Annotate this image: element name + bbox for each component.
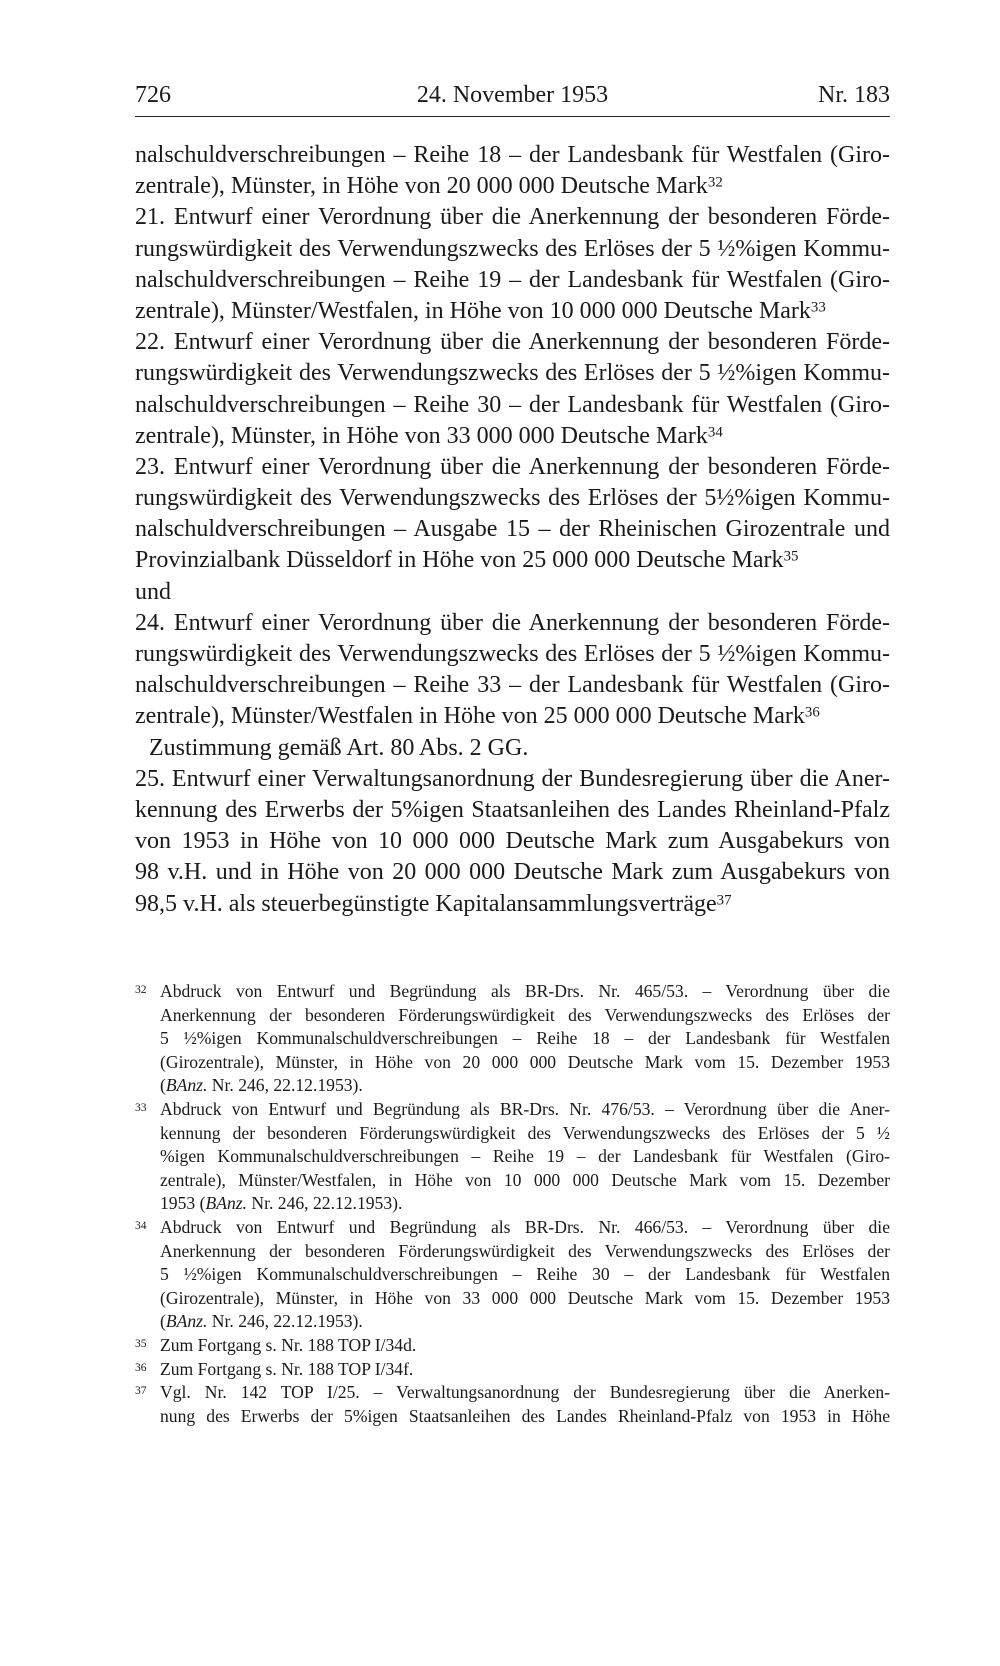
- line-text: Abdruck von Entwurf und Begründung als BR-Drs. Nr. 476/53. – Verordnung über die Aner-: [160, 1098, 890, 1119]
- line-text: rungswürdigkeit des Verwendungszwecks des Erlöses der 5 ½%igen Kommu-: [135, 235, 890, 262]
- line-text: (Girozentrale), Münster, in Höhe von 33 000 000 Deutsche Mark vom 15. Dezember 1953: [160, 1287, 890, 1308]
- running-header: [135, 80, 890, 117]
- line-text: 5 ½%igen Kommunalschuldverschreibungen – Reihe 18 – der Landesbank für Westfalen: [160, 1028, 890, 1049]
- footnote-number: 32: [135, 984, 147, 996]
- text-line: [135, 171, 890, 202]
- line-text: und: [135, 578, 171, 605]
- text-line: [135, 140, 890, 171]
- line-text: zentrale), Münster, in Höhe von 20 000 000 Deutsche Mark: [135, 173, 708, 200]
- line-text: Provinzialbank Düsseldorf in Höhe von 25 000 000 Deutsche Mark: [135, 547, 784, 574]
- text-line: [135, 733, 890, 764]
- line-text: zentrale), Münster/Westfalen, in Höhe von 10 000 000 Deutsche Mark: [135, 297, 811, 324]
- text-line: [135, 452, 890, 483]
- text-line: [160, 1310, 890, 1334]
- line-text: nalschuldverschreibungen – Reihe 19 – der Landesbank für Westfalen (Giro-: [135, 266, 890, 293]
- text-line: [160, 1122, 890, 1146]
- footnote-number: 33: [135, 1101, 147, 1114]
- line-text: nalschuldverschreibungen – Reihe 18 – der Landesbank für Westfalen (Giro-: [135, 142, 890, 168]
- line-text: 25. Entwurf einer Verwaltungsanordnung der Bundesregierung über die Aner-: [135, 765, 890, 792]
- text-line: [160, 1405, 890, 1429]
- text-line: [135, 265, 890, 296]
- footnote-reference: 32: [707, 174, 723, 191]
- text-line: [135, 514, 890, 545]
- text-line: [160, 1027, 890, 1051]
- text-line: [160, 1287, 890, 1311]
- footnotes: [135, 980, 890, 1428]
- text-line: [135, 889, 890, 920]
- line-text: 5 ½%igen Kommunalschuldverschreibungen – Reihe 30 – der Landesbank für Westfalen: [160, 1264, 890, 1285]
- text-line: [135, 202, 890, 233]
- footnote-32: [135, 980, 890, 1098]
- line-text: Abdruck von Entwurf und Begründung als BR-Drs. Nr. 466/53. – Verordnung über die: [160, 1216, 890, 1237]
- line-text: zentrale), Münster/Westfalen in Höhe von 25 000 000 Deutsche Mark: [135, 703, 805, 730]
- italic-abbreviation: BAnz.: [205, 1193, 247, 1214]
- text-line: [160, 1358, 890, 1382]
- line-text: 98,5 v.H. als steuerbegünstigte Kapitalansammlungsverträge: [135, 890, 717, 917]
- header-date: 24. November 1953: [416, 82, 609, 108]
- line-text: Nr. 246, 22.12.1953).: [247, 1193, 403, 1214]
- line-text: von 1953 in Höhe von 10 000 000 Deutsche Mark zum Ausgabekurs von: [135, 828, 890, 855]
- footnote-reference: 37: [716, 891, 732, 908]
- text-line: [135, 639, 890, 670]
- text-line: [135, 545, 890, 576]
- text-line: [160, 980, 890, 1004]
- line-text: rungswürdigkeit des Verwendungszwecks des Erlöses der 5 ½%igen Kommu-: [135, 360, 890, 387]
- line-prefix: (: [160, 1075, 166, 1096]
- line-text: 21. Entwurf einer Verordnung über die Anerkennung der besonderen Förde-: [135, 204, 890, 231]
- text-line: [135, 421, 890, 452]
- text-line: [135, 670, 890, 701]
- italic-abbreviation: BAnz.: [165, 1075, 208, 1096]
- line-text: %igen Kommunalschuldverschreibungen – Reihe 19 – der Landesbank für Westfalen (Giro-: [160, 1146, 890, 1167]
- line-prefix: 1953 (: [160, 1193, 206, 1214]
- line-text: kennung des Erwerbs der 5%igen Staatsanleihen des Landes Rheinland-Pfalz: [135, 796, 890, 823]
- footnote-37: [135, 1381, 890, 1428]
- line-text: Zustimmung gemäß Art. 80 Abs. 2 GG.: [149, 734, 529, 761]
- footnote-34: [135, 1216, 890, 1334]
- text-line: [135, 296, 890, 327]
- footnote-36: [135, 1358, 890, 1382]
- line-text: 24. Entwurf einer Verordnung über die Anerkennung der besonderen Förde-: [135, 609, 890, 636]
- text-line: [160, 1192, 890, 1216]
- line-text: Vgl. Nr. 142 TOP I/25. – Verwaltungsanordnung der Bundesregierung über die Anerken-: [160, 1382, 890, 1403]
- text-line: [160, 1169, 890, 1193]
- page-number: 726: [135, 82, 171, 108]
- footnote-33: [135, 1098, 890, 1216]
- line-text: Abdruck von Entwurf und Begründung als BR-Drs. Nr. 465/53. – Verordnung über die: [160, 981, 890, 1001]
- text-line: [135, 327, 890, 358]
- line-text: Anerkennung der besonderen Förderungswürdigkeit des Verwendungszwecks des Erlöses der: [160, 1240, 890, 1261]
- line-text: nalschuldverschreibungen – Reihe 30 – der Landesbank für Westfalen (Giro-: [135, 391, 890, 418]
- footnote-number: 35: [135, 1337, 147, 1350]
- line-text: zentrale), Münster/Westfalen, in Höhe von 10 000 000 Deutsche Mark vom 15. Dezember: [160, 1169, 890, 1190]
- text-line: [135, 701, 890, 732]
- line-text: kennung der besonderen Förderungswürdigkeit des Verwendungszwecks des Erlöses der 5 ½: [160, 1122, 890, 1143]
- text-line: [135, 857, 890, 888]
- line-text: 23. Entwurf einer Verordnung über die Anerkennung der besonderen Förde-: [135, 453, 890, 480]
- main-text: [135, 140, 890, 920]
- text-line: [160, 1263, 890, 1287]
- text-line: [135, 358, 890, 389]
- line-text: Nr. 246, 22.12.1953).: [207, 1311, 363, 1332]
- line-text: Anerkennung der besonderen Förderungswürdigkeit des Verwendungszwecks des Erlöses der: [160, 1004, 890, 1025]
- footnote-number: 37: [135, 1385, 147, 1398]
- line-text: nalschuldverschreibungen – Ausgabe 15 – der Rheinischen Girozentrale und: [135, 516, 890, 543]
- text-line: [160, 1381, 890, 1405]
- line-text: 98 v.H. und in Höhe von 20 000 000 Deutsche Mark zum Ausgabekurs von: [135, 859, 890, 886]
- text-line: [135, 795, 890, 826]
- line-text: Zum Fortgang s. Nr. 188 TOP I/34f.: [160, 1358, 414, 1379]
- text-line: [160, 1051, 890, 1075]
- text-line: [135, 483, 890, 514]
- header-issue-number: Nr. 183: [818, 82, 890, 108]
- line-text: rungswürdigkeit des Verwendungszwecks des Erlöses der 5 ½%igen Kommu-: [135, 641, 890, 667]
- text-line: [135, 577, 890, 608]
- text-line: [160, 1334, 890, 1358]
- footnote-number: 34: [135, 1219, 147, 1232]
- text-line: [135, 764, 890, 795]
- line-text: Nr. 246, 22.12.1953).: [207, 1075, 363, 1096]
- footnote-reference: 36: [804, 704, 820, 721]
- text-line: [135, 390, 890, 421]
- line-text: 22. Entwurf einer Verordnung über die Anerkennung der besonderen Förde-: [135, 329, 890, 356]
- text-line: [160, 1098, 890, 1122]
- text-line: [135, 826, 890, 857]
- line-text: zentrale), Münster, in Höhe von 33 000 000 Deutsche Mark: [135, 422, 708, 449]
- text-line: [135, 608, 890, 639]
- footnote-reference: 33: [810, 299, 826, 316]
- text-line: [160, 1240, 890, 1264]
- line-text: nung des Erwerbs der 5%igen Staatsanleihen des Landes Rheinland-Pfalz von 1953 in Höhe: [160, 1405, 890, 1426]
- line-text: (Girozentrale), Münster, in Höhe von 20 000 000 Deutsche Mark vom 15. Dezember 1953: [160, 1051, 890, 1072]
- line-text: rungswürdigkeit des Verwendungszwecks des Erlöses der 5½%igen Kommu-: [135, 485, 890, 512]
- footnote-reference: 35: [783, 548, 799, 565]
- text-line: [160, 1145, 890, 1169]
- line-text: nalschuldverschreibungen – Reihe 33 – der Landesbank für Westfalen (Giro-: [135, 672, 890, 699]
- footnote-35: [135, 1334, 890, 1358]
- line-prefix: (: [160, 1311, 166, 1332]
- footnote-reference: 34: [707, 424, 723, 440]
- footnote-number: 36: [135, 1361, 147, 1374]
- line-text: Zum Fortgang s. Nr. 188 TOP I/34d.: [160, 1334, 417, 1355]
- italic-abbreviation: BAnz.: [165, 1311, 208, 1332]
- text-line: [160, 1004, 890, 1028]
- text-line: [135, 234, 890, 265]
- text-line: [160, 1216, 890, 1240]
- text-line: [160, 1074, 890, 1098]
